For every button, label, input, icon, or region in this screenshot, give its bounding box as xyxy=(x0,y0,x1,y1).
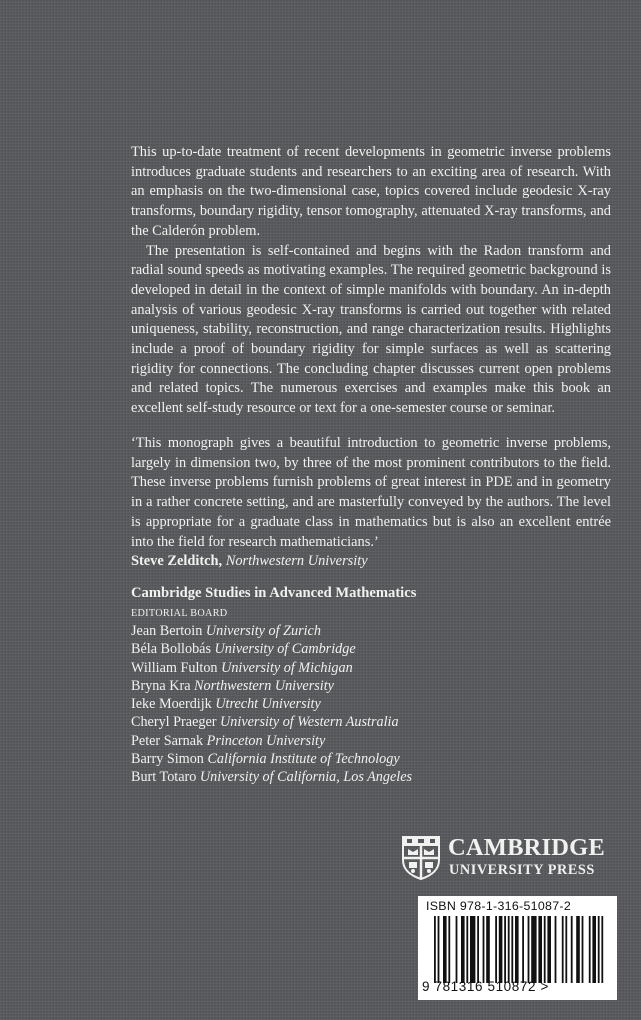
blurb-paragraph-2: The presentation is self-contained and begins with the Radon transform and radial sound speeds as motivating examples. The required geometric background is developed in detail in the context of simple manifolds with boundary. An in-depth analysis of various geodesic X-ray transforms is carried out together with related uniqueness, stability, reconstruction, and range characterization results. Highlights include a proof of boundary rigidity for simple surfaces as well as scattering rigidity for connections. The concluding chapter discusses current open problems and related topics. The numerous exercises and examples make this book an excellent self-study resource or text for a one-semester course or seminar. xyxy=(131,242,611,417)
barcode-bar xyxy=(555,916,557,983)
barcode-bar xyxy=(466,916,468,983)
publisher-subname: UNIVERSITY PRESS xyxy=(449,862,595,878)
barcode-bar xyxy=(582,916,584,983)
board-member xyxy=(131,768,611,786)
barcode-bar xyxy=(438,916,440,983)
barcode-bar xyxy=(456,916,458,983)
barcode-bar xyxy=(461,916,465,983)
member-name: Barry Simon xyxy=(131,751,204,768)
barcode-bar xyxy=(598,916,600,983)
member-affiliation: University of Zurich xyxy=(205,623,321,639)
barcode-bar xyxy=(592,916,596,983)
endorsement-attribution xyxy=(131,552,611,572)
board-member xyxy=(131,640,611,658)
endorser-name: Steve Zelditch, xyxy=(131,553,223,570)
barcode-bar xyxy=(538,916,542,983)
board-member xyxy=(131,677,611,695)
barcode-bar xyxy=(576,916,580,983)
barcode-bar xyxy=(499,916,503,983)
member-affiliation: University of California, Los Angeles xyxy=(199,769,413,786)
barcode-bar xyxy=(508,916,510,983)
member-name: William Fulton xyxy=(131,659,218,676)
member-affiliation: University of Western Australia xyxy=(220,714,399,731)
board-member xyxy=(131,622,611,640)
publisher-name: CAMBRIDGE xyxy=(448,834,605,861)
board-member xyxy=(131,732,611,750)
barcode-bar xyxy=(515,916,519,983)
series-title: Cambridge Studies in Advanced Mathematics xyxy=(131,585,417,601)
barcode-bar xyxy=(522,916,524,983)
barcode-bar xyxy=(504,916,506,983)
barcode-bar xyxy=(571,916,573,983)
member-affiliation: Utrecht University xyxy=(215,696,321,713)
isbn-barcode xyxy=(418,896,617,1000)
member-name: Béla Bollobás xyxy=(131,641,211,658)
barcode-bar xyxy=(547,916,551,983)
barcode-bar xyxy=(562,916,564,983)
member-name: Jean Bertoin xyxy=(131,623,203,639)
member-name: Cheryl Praeger xyxy=(131,714,217,731)
member-affiliation: University of Cambridge xyxy=(214,641,356,658)
member-affiliation: Northwestern University xyxy=(194,677,334,694)
editorial-board-list xyxy=(131,622,611,787)
endorsement xyxy=(131,434,611,572)
ean-digits: 9 781316 510872 > xyxy=(422,979,549,994)
isbn-text: ISBN 978-1-316-51087-2 xyxy=(426,899,572,913)
barcode-bar xyxy=(470,916,475,983)
editorial-board-label: EDITORIAL BOARD xyxy=(131,608,228,619)
member-affiliation: California Institute of Technology xyxy=(207,751,400,768)
barcode-bars xyxy=(434,916,605,983)
board-member xyxy=(131,659,611,677)
barcode-bar xyxy=(589,916,591,983)
barcode-bar xyxy=(565,916,567,983)
member-name: Peter Sarnak xyxy=(131,732,204,749)
member-name: Bryna Kra xyxy=(131,677,191,694)
barcode-bar xyxy=(495,916,497,983)
barcode-bar xyxy=(434,916,436,983)
barcode-bar xyxy=(443,916,447,983)
member-name: Burt Totaro xyxy=(131,769,197,786)
member-affiliation: Princeton University xyxy=(206,732,326,749)
board-member xyxy=(131,750,611,768)
endorser-affiliation: Northwestern University xyxy=(225,553,368,570)
member-affiliation: University of Michigan xyxy=(221,659,353,676)
barcode-bar xyxy=(486,916,490,983)
blurb-paragraph-1: This up-to-date treatment of recent developments in geometric inverse problems introduces graduate students and researchers to an exciting area of research. With an emphasis on the two-dimensional case, topics covered include geodesic X-ray transforms, boundary rigidity, tensor tomography, attenuated X-ray transforms, and the Calderón problem. xyxy=(131,144,611,239)
barcode-bar xyxy=(531,916,536,983)
series-info xyxy=(131,583,611,787)
back-cover-blurb xyxy=(131,143,611,419)
barcode-bar xyxy=(528,916,530,983)
publisher-logo xyxy=(402,835,617,885)
member-name: Ieke Moerdijk xyxy=(131,696,212,713)
barcode-bar xyxy=(448,916,450,983)
endorsement-quote: ‘This monograph gives a beautiful introduction to geometric inverse problems, largely in dimension two, by three of the most prominent contributors to the field. These inverse problems furnish problems of great interest in PDE and in geometry in a rather concrete setting, and are masterfully conveyed by the authors. The level is appropriate for a graduate class in mathematics but is also an excellent entrée into the field for research mathematicians.’ xyxy=(131,435,611,550)
barcode-bar xyxy=(477,916,479,983)
board-member xyxy=(131,695,611,713)
barcode-bar xyxy=(601,916,603,983)
barcode-bar xyxy=(544,916,546,983)
barcode-bar xyxy=(511,916,513,983)
barcode-bar xyxy=(483,916,485,983)
cambridge-crest-icon xyxy=(402,836,440,880)
board-member xyxy=(131,713,611,731)
